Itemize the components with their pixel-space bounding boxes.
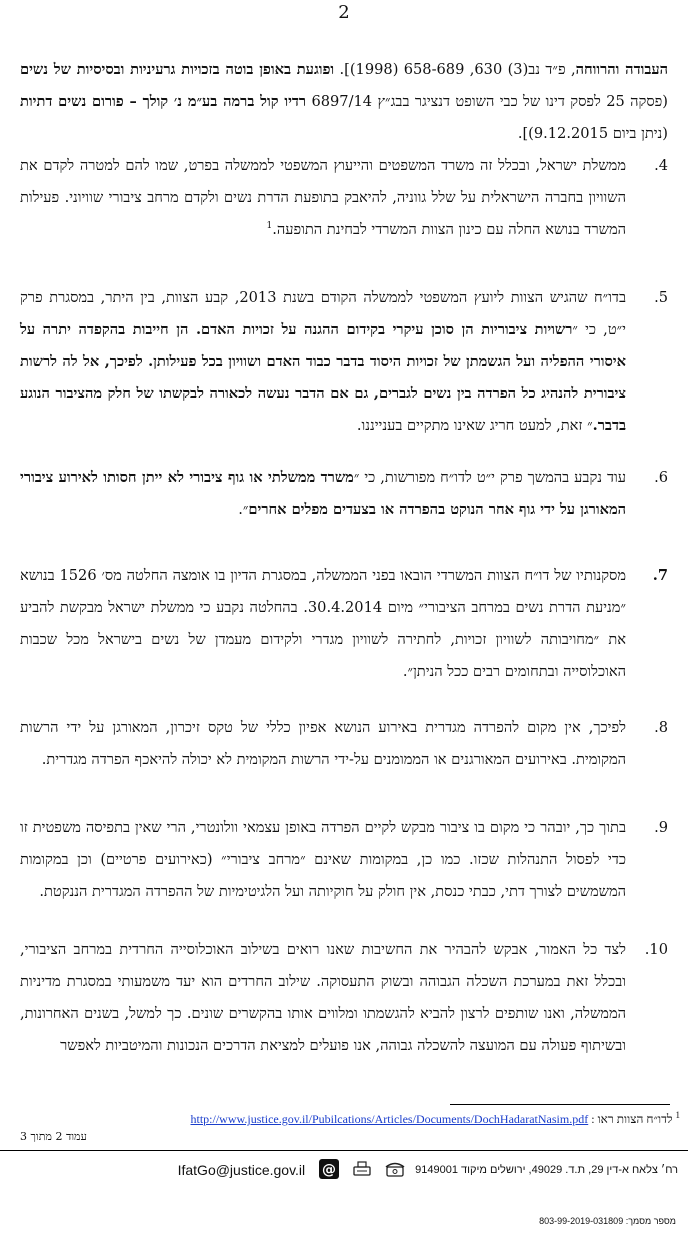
paragraph-number: 7.: [652, 567, 668, 584]
paragraph-text-end: ״ זאת, למעט חריג שאינו מתקיים בענייננו.: [356, 417, 593, 434]
paragraph-text: לצד כל האמור, אבקש להבהיר את החשיבות שאנו רואים בשילוב האוכלוסייה החרדית במרחב הציבורי, ובכלל זאת במערכת השכלה הגבוהה ובשוק התעסוקה. שילוב החרדים הוא יעד משמעותי במסגרת מדיניות הממשלה, ואנו שותפים לרצון להביא להגשמתו ומלווים אותו בהקשרים שונים. כך למשל, בשנים האחרונות, ובשיתוף פעולה עם המועצה להשכלה גבוהה, אנו פועלים למציאת הדרכים הנכונות והמיטביות לאפשר: [20, 941, 626, 1054]
document-number: מספר מסמך: 803-99-2019-031809: [539, 1216, 676, 1226]
paragraph-bold-quote: משרד ממשלתי או גוף ציבורי לא ייתן חסותו לאירוע ציבורי המאורגן על ידי גוף אחר הנוקט בהפרדה או בצעדים מפלים אחרים: [20, 469, 626, 518]
page-of-label: עמוד 2 מתוך 3: [20, 1130, 87, 1143]
paragraph-text: בדו״ח שהגיש הצוות ליועץ המשפטי לממשלה הקודם בשנת 2013, קבע הצוות, בין היתר, במסגרת פרק י״ט, כי ״: [20, 289, 626, 338]
footnote-mark: 1: [675, 1110, 680, 1120]
intro-bold-2: ופוגעת באופן בוטה בזכויות גרעיניות ובסיסיות של נשים: [20, 61, 335, 78]
intro-text-2: (פסקה 25 לפסק דינו של כבי השופט דנציגר בבג״ץ 6897/14: [306, 93, 669, 110]
paragraph-number: 8.: [654, 719, 668, 736]
paragraph-7: [20, 560, 668, 688]
intro-paragraph: [20, 54, 668, 150]
paragraph-text: מסקנותיו של דו״ח הצוות המשרדי הובאו בפני הממשלה, במסגרת הדיון בו אומצה החלטה מס׳ 1526 בנושא ״מניעת הדרת נשים במרחב הציבורי״ מיום 30.4.2014. בהחלטה נקבע כי ממשלת ישראל מבקשת להביע את ״מחויבותה לשוויון זכויות, לחתירה לשוויון מגדרי ולקידום מעמדן של נשים בישראל מכל שכבות האוכלוסייה ובתחומים רבים ככל הניתן״.: [20, 567, 626, 680]
footer-divider: [0, 1150, 688, 1151]
intro-text-3: (ניתן ביום 9.12.2015)].: [517, 125, 668, 142]
paragraph-4: [20, 150, 668, 246]
footnote-link[interactable]: http://www.justice.gov.il/Pubilcations/Articles/Documents/DochHadaratNasim.pdf: [190, 1112, 589, 1126]
intro-text-1: , פ״ד נב(3) 630, 658-689 (1998)].: [334, 61, 576, 78]
footer-address: רח׳ צלאח א-דין 29, ת.ד. 49029, ירושלים מיקוד 9149001: [415, 1164, 678, 1176]
footnote-reference[interactable]: 1: [266, 221, 273, 232]
paragraph-number: 9.: [654, 819, 668, 836]
paragraph-bold-quote: רשויות ציבוריות הן סוכן עיקרי בקידום ההגנה על זכויות האדם. הן חייבות בהקפדה יתרה על איסורי ההפליה ועל הגשמתן של זכויות היסוד בדבר כבוד האדם ושוויון בכל פעילותן. לפיכך, אל לה לרשות ציבורית להנהיג כל הפרדה בין נשים לגברים, גם אם הדבר נעשה לכאורה לבקשתו של חלק מהציבור הנוגע בדבר.: [20, 321, 626, 434]
paragraph-number: 6.: [654, 469, 668, 486]
paragraph-number: 10.: [644, 941, 668, 958]
fax-icon: [353, 1161, 371, 1180]
paragraph-6: [20, 462, 668, 526]
footnote-divider: [450, 1104, 670, 1105]
footnote-label: לדו״ח הצוות ראו :: [588, 1112, 673, 1126]
paragraph-text: לפיכך, אין מקום להפרדה מגדרית באירוע הנושא אפיון כללי של טקס זיכרון, המאורגן על ידי הרשות המקומית. באירועים המאורגנים או הממומנים על-ידי הרשות המקומית לא יכולה להיאכף הפרדה מגדרית.: [20, 719, 626, 768]
svg-text:@: @: [322, 1161, 337, 1178]
intro-bold-3: רדיו קול ברמה בע״מ נ׳ קולך – פורום נשים דתיות: [20, 93, 307, 110]
paragraph-number: 4.: [654, 157, 668, 174]
paragraph-8: [20, 712, 668, 776]
intro-bold-1: העבודה והרווחה: [575, 61, 669, 78]
paragraph-10: [20, 934, 668, 1062]
email-at-icon: [319, 1159, 339, 1182]
page-number: 2: [338, 2, 350, 23]
paragraph-text-end: ״.: [238, 501, 249, 518]
paragraph-text: בתוך כך, יובהר כי מקום בו ציבור מבקש לקיים הפרדה באופן עצמאי וולונטרי, הרי שאין בתפיסה משפטית זו כדי לפסול התנהלות שכזו. כמו כן, במקומות שאינם ״מרחב ציבורי״ (כאירועים פרטיים) וכן במקומות המשמשים לצורך דתי, כבתי כנסת, אין חולק על חוקיותה ועל הלגיטימיות של ההפרדה המגדרית הננקטת.: [20, 819, 626, 900]
paragraph-9: [20, 812, 668, 908]
paragraph-text: ממשלת ישראל, ובכלל זה משרד המשפטים והייעוץ המשפטי לממשלה בפרט, שמו להם למטרה לקדם את השוויון בחברה הישראלית על שלל גווניה, להיאבק בתופעת הדרת נשים ולקדם מרחב ציבורי שוויוני. פעילות המשרד בנושא החלה עם כינון הצוות המשרדי לבחינת התופעה.: [20, 157, 626, 238]
paragraph-5: [20, 282, 668, 442]
footer: [20, 1156, 678, 1184]
paragraph-text: עוד נקבע בהמשך פרק י״ט לדו״ח מפורשות, כי ״: [353, 469, 626, 486]
footer-email[interactable]: IfatGo@justice.gov.il: [177, 1162, 306, 1178]
phone-icon: [385, 1161, 405, 1180]
paragraph-number: 5.: [654, 289, 668, 306]
footnote: [20, 1112, 680, 1127]
